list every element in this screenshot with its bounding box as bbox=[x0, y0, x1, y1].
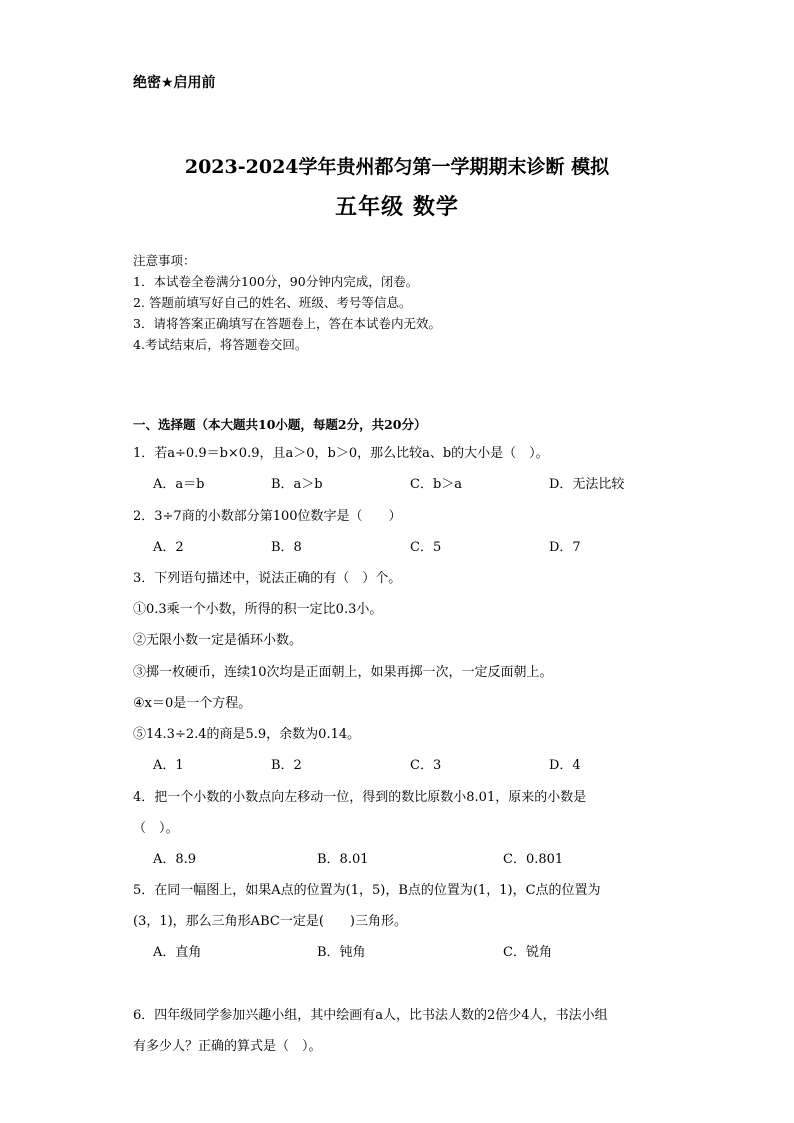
q5-option-a: A．直角 bbox=[153, 945, 202, 960]
note-item: 4.考试结束后，将答题卷交回。 bbox=[133, 337, 308, 352]
section-heading: 一、选择题（本大题共10小题，每题2分，共20分） bbox=[133, 417, 427, 432]
question-4-stem: 4．把一个小数的小数点向左移动一位，得到的数比原数小8.01，原来的小数是 bbox=[133, 790, 587, 805]
q3-statement-2: ②无限小数一定是循环小数。 bbox=[133, 633, 303, 648]
question-6-stem-cont: 有多少人？正确的算式是（ ）。 bbox=[133, 1039, 322, 1054]
q5-option-c: C．锐角 bbox=[503, 945, 552, 960]
question-3-stem: 3．下列语句描述中，说法正确的有（ ）个。 bbox=[133, 571, 402, 586]
q1-option-d: D．无法比较 bbox=[549, 477, 625, 492]
notes-block bbox=[133, 250, 441, 355]
question-1-stem: 1．若a÷0.9＝b×0.9，且a＞0，b＞0，那么比较a、b的大小是（ ）。 bbox=[133, 446, 549, 461]
note-item: 3．请将答案正确填写在答题卷上，答在本试卷内无效。 bbox=[133, 316, 441, 331]
q3-statement-1: ①0.3乘一个小数，所得的积一定比0.3小。 bbox=[133, 602, 383, 617]
q2-option-a: A．2 bbox=[153, 540, 184, 555]
q2-option-d: D．7 bbox=[549, 540, 581, 555]
q5-option-b: B．钝角 bbox=[317, 945, 366, 960]
question-4-stem-cont: （ ）。 bbox=[133, 821, 179, 836]
q3-option-c: C．3 bbox=[410, 758, 442, 773]
q4-option-a: A．8.9 bbox=[153, 852, 197, 867]
confidential-label: 绝密★启用前 bbox=[133, 75, 216, 91]
question-5-stem: 5．在同一幅图上，如果A点的位置为(1，5)，B点的位置为(1，1)，C点的位置为 bbox=[133, 883, 601, 898]
q2-option-b: B．8 bbox=[271, 540, 302, 555]
q4-option-c: C．0.801 bbox=[503, 852, 564, 867]
note-item: 2. 答题前填写好自己的姓名、班级、考号等信息。 bbox=[133, 295, 412, 310]
q3-option-b: B．2 bbox=[271, 758, 302, 773]
q3-option-d: D．4 bbox=[549, 758, 581, 773]
question-2-stem: 2．3÷7商的小数部分第100位数字是（ ） bbox=[133, 509, 402, 524]
exam-subtitle: 五年级 数学 bbox=[335, 195, 459, 220]
question-5-stem-cont: (3，1)，那么三角形ABC一定是( )三角形。 bbox=[133, 914, 407, 929]
exam-title: 2023-2024学年贵州都匀第一学期期末诊断 模拟 bbox=[184, 156, 610, 178]
q2-option-c: C．5 bbox=[410, 540, 442, 555]
q1-option-b: B．a＞b bbox=[271, 477, 323, 492]
q1-option-a: A．a＝b bbox=[153, 477, 205, 492]
note-item: 1．本试卷全卷满分100分，90分钟内完成，闭卷。 bbox=[133, 274, 419, 289]
q3-statement-5: ⑤14.3÷2.4的商是5.9，余数为0.14。 bbox=[133, 727, 361, 742]
q1-option-c: C．b＞a bbox=[410, 477, 463, 492]
q3-statement-4: ④x＝0是一个方程。 bbox=[133, 696, 252, 711]
q3-option-a: A．1 bbox=[153, 758, 184, 773]
q3-statement-3: ③掷一枚硬币，连续10次均是正面朝上，如果再掷一次，一定反面朝上。 bbox=[133, 665, 553, 680]
notes-heading: 注意事项： bbox=[133, 253, 196, 268]
question-6-stem: 6．四年级同学参加兴趣小组，其中绘画有a人，比书法人数的2倍少4人，书法小组 bbox=[133, 1008, 608, 1023]
q4-option-b: B．8.01 bbox=[317, 852, 369, 867]
